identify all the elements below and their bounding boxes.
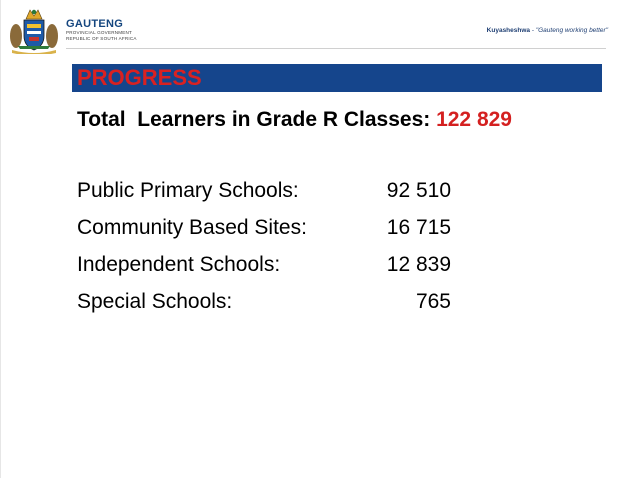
tagline-quote: "Gauteng working better" (535, 27, 608, 34)
list-item (77, 287, 497, 324)
list-item (77, 213, 497, 250)
row-value: 92 510 (386, 179, 451, 202)
row-value: 16 715 (386, 216, 451, 239)
brand-subtitle-2: REPUBLIC OF SOUTH AFRICA (66, 35, 137, 41)
row-value: 765 (415, 290, 451, 313)
total-learners-line (77, 107, 512, 133)
slide-title: PROGRESS (77, 65, 202, 90)
tagline-keyword: Kuyasheshwa (486, 27, 531, 34)
row-label: Community Based Sites: (77, 216, 307, 239)
row-label: Special Schools: (77, 290, 233, 313)
row-label: Public Primary Schools: (77, 179, 299, 202)
header (0, 0, 638, 60)
tagline-separator: - (530, 27, 536, 34)
total-label: Total Learners in Grade R Classes: (77, 108, 437, 131)
school-type-list (77, 176, 497, 324)
list-item (77, 176, 497, 213)
coat-of-arms-icon (8, 6, 60, 54)
row-value: 12 839 (386, 253, 451, 276)
total-value: 122 829 (436, 108, 512, 131)
row-label: Independent Schools: (77, 253, 281, 276)
slide-border (0, 0, 1, 478)
list-item (77, 250, 497, 287)
header-divider (66, 48, 606, 49)
brand-name: GAUTENG (66, 18, 124, 30)
brand-logo (66, 18, 137, 41)
brand-subtitle-1: PROVINCIAL GOVERNMENT (66, 30, 133, 35)
tagline (487, 27, 608, 34)
